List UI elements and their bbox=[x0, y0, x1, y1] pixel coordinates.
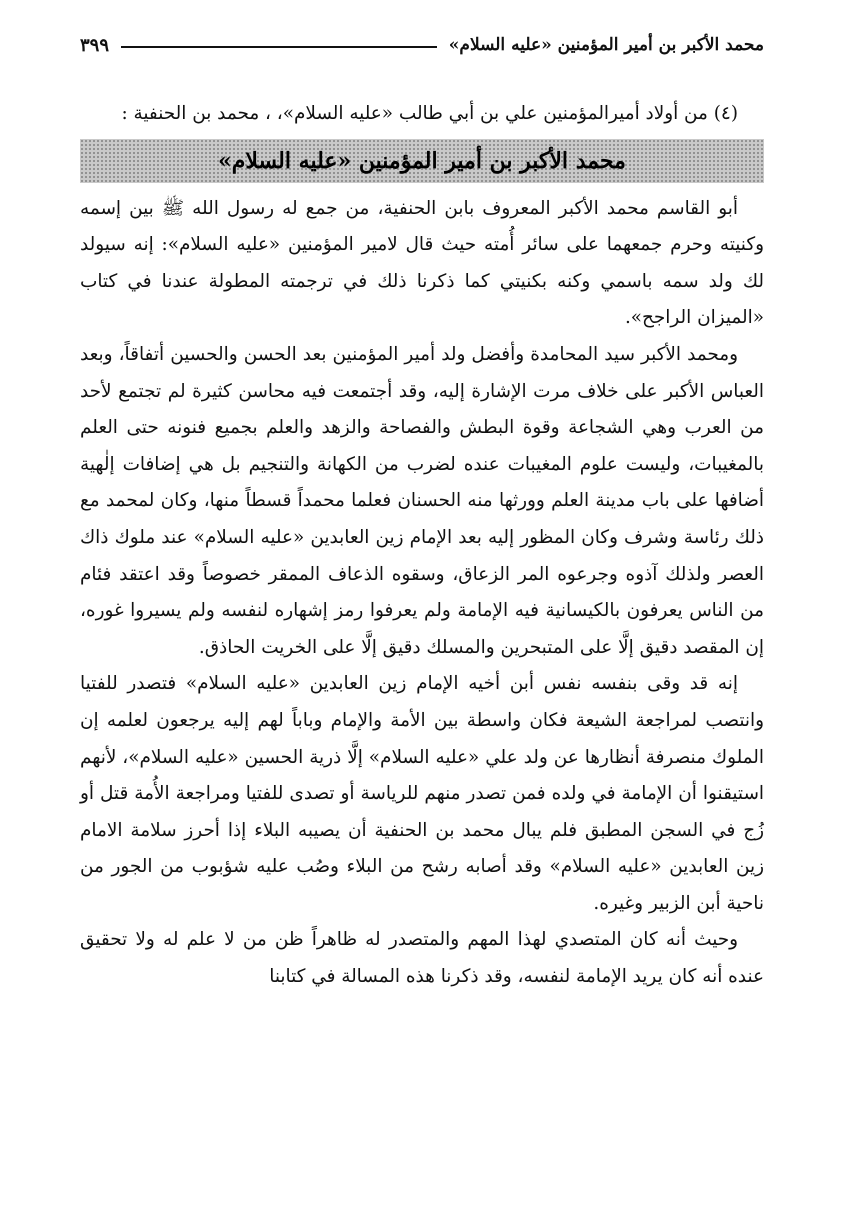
paragraph-4: وحيث أنه كان المتصدي لهذا المهم والمتصدر له ظاهراً ظن من لا علم له ولا تحقيق عنده أنه كان يريد الإمامة لنفسه، وقد ذكرنا هذه المسالة في كتابنا bbox=[80, 929, 764, 988]
paragraph-1: أبو القاسم محمد الأكبر المعروف بابن الحنفية، من جمع له رسول الله ﷺ بين إسمه وكنيته وحرم جمعهما على سائر أُمته حيث قال لامير المؤمنين «عليه السلام»: إنه سيولد لك ولد سمه باسمي وكنه بكنيتي كما ذكرنا ذلك في ترجمته المطولة عندنا في كتاب «الميزان الراجح». bbox=[80, 197, 764, 329]
footnote-intro: (٤) من أولاد أميرالمؤمنين علي بن أبي طالب «عليه السلام»، ، محمد بن الحنفية : bbox=[121, 103, 738, 124]
paragraph-3: إنه قد وقى بنفسه نفس أبن أخيه الإمام زين العابدين «عليه السلام» فتصدر للفتيا وانتصب لمراجعة الشيعة فكان واسطة بين الأمة والإمام وباباً لهم إليه يرجعون لعلمه إن الملوك منصرفة أنظارها عن ولد علي «عليه السلام» إلَّا ذرية الحسين «عليه السلام»، لأنهم استيقنوا أن الإمامة في ولده فمن تصدر منهم للرياسة أو تصدى للفتيا ومراجعة الأُمة قتل أو زُج في السجن المطبق فلم يبال محمد بن الحنفية أن يصيبه البلاء إذا أحرز سلامة الامام زين العابدين «عليه السلام» وقد أصابه رشح من البلاء وصُب عليه شؤبوب من الجور من ناحية أبن الزبير وغيره. bbox=[80, 673, 764, 914]
paragraph-2: ومحمد الأكبر سيد المحامدة وأفضل ولد أمير المؤمنين بعد الحسن والحسين أتفاقاً، وبعد العباس الأكبر على خلاف مرت الإشارة إليه، وقد أجتمعت فيه محاسن كثيرة لم تجتمع لأحد من العرب وهي الشجاعة وقوة البطش والفصاحة والزهد والعلم بجميع فنونه حتى العلم بالمغيبات، وليست علوم المغيبات عنده لضرب من الكهانة والتنجيم بل هي إضافات إلٰهية أضافها على باب مدينة العلم وورثها منه الحسنان فعلما محمداً قسطاً منها، وكان لمحمد مع ذلك رئاسة وشرف وكان المظور إليه بعد الإمام زين العابدين «عليه السلام» عند ملوك ذاك العصر ولذلك آذوه وجرعوه المر الزعاق، وسقوه الذعاف الممقر خصوصاً وقد اعتقد فئام من الناس يعرفون بالكيسانية فيه الإمامة ولم يعرفوا رمز إشهاره لنفسه ولم يسيروا غوره، إن المقصد دقيق إلَّا على المتبحرين والمسلك دقيق إلَّا على الخريت الحاذق. bbox=[80, 343, 764, 658]
header-rule bbox=[121, 46, 437, 48]
running-header bbox=[80, 28, 764, 62]
section-title-band bbox=[80, 139, 764, 183]
body-text bbox=[80, 191, 764, 996]
book-page bbox=[80, 28, 764, 996]
section-title: محمد الأكبر بن أمير المؤمنين «عليه السلام» bbox=[218, 147, 626, 174]
running-header-title: محمد الأكبر بن أمير المؤمنين «عليه السلام» bbox=[448, 35, 764, 55]
page-number: ٣٩٩ bbox=[80, 34, 110, 56]
